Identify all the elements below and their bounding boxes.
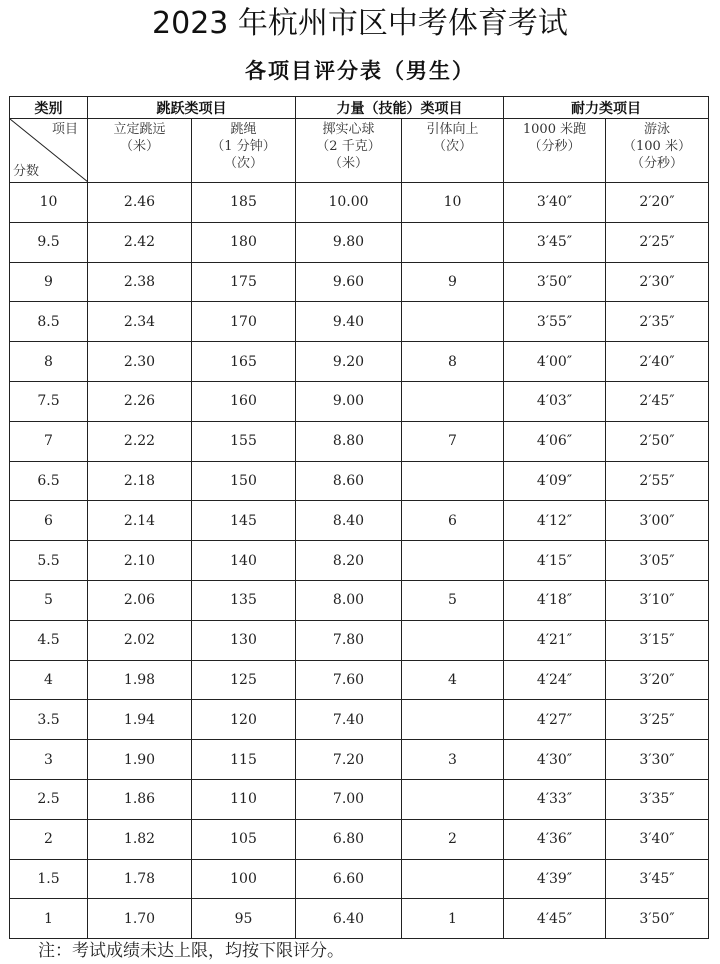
- col-sub: （100 米）: [623, 139, 691, 154]
- table-row: [10, 660, 709, 700]
- cell-rope-skipping: 165: [192, 342, 296, 382]
- cell-run-1000m: 4′12″: [504, 501, 606, 541]
- cell-pull-up: [402, 541, 504, 581]
- cell-score: 2.5: [10, 779, 88, 819]
- col-sub: （1 分钟）: [211, 139, 276, 154]
- cell-pull-up: 6: [402, 501, 504, 541]
- group-header-endurance: 耐力类项目: [504, 97, 709, 119]
- cell-pull-up: [402, 222, 504, 262]
- diag-label-item: 项目: [51, 122, 78, 137]
- table-row: [10, 541, 709, 581]
- cell-shot-ball: 9.20: [296, 342, 402, 382]
- cell-standing-jump: 2.30: [88, 342, 192, 382]
- group-header-strength: 力量（技能）类项目: [296, 97, 504, 119]
- cell-run-1000m: 4′00″: [504, 342, 606, 382]
- table-row: [10, 381, 709, 421]
- col-header-standing-jump: [88, 119, 192, 183]
- cell-rope-skipping: 150: [192, 461, 296, 501]
- col-header-swimming: [606, 119, 709, 183]
- cell-pull-up: 1: [402, 899, 504, 939]
- cell-score: 3: [10, 740, 88, 780]
- cell-pull-up: 5: [402, 580, 504, 620]
- group-header-jump: 跳跃类项目: [88, 97, 296, 119]
- cell-pull-up: 7: [402, 421, 504, 461]
- cell-swim-100m: 3′50″: [606, 899, 709, 939]
- cell-pull-up: [402, 859, 504, 899]
- cell-standing-jump: 2.42: [88, 222, 192, 262]
- cell-swim-100m: 2′45″: [606, 381, 709, 421]
- cell-swim-100m: 3′25″: [606, 700, 709, 740]
- cell-swim-100m: 3′15″: [606, 620, 709, 660]
- cell-shot-ball: 7.80: [296, 620, 402, 660]
- col-unit: （次）: [432, 139, 472, 154]
- cell-swim-100m: 2′25″: [606, 222, 709, 262]
- page-title: 2023 年杭州市区中考体育考试: [152, 6, 568, 41]
- cell-run-1000m: 4′30″: [504, 740, 606, 780]
- cell-run-1000m: 4′21″: [504, 620, 606, 660]
- cell-swim-100m: 3′00″: [606, 501, 709, 541]
- cell-pull-up: 9: [402, 262, 504, 302]
- cell-shot-ball: 6.40: [296, 899, 402, 939]
- table-row: [10, 461, 709, 501]
- cell-standing-jump: 2.18: [88, 461, 192, 501]
- cell-score: 5: [10, 580, 88, 620]
- score-rows: [10, 183, 709, 939]
- cell-run-1000m: 3′55″: [504, 302, 606, 342]
- cell-score: 10: [10, 183, 88, 223]
- cell-shot-ball: 9.60: [296, 262, 402, 302]
- cell-swim-100m: 3′30″: [606, 740, 709, 780]
- cell-score: 5.5: [10, 541, 88, 581]
- cell-pull-up: [402, 381, 504, 421]
- cell-run-1000m: 4′15″: [504, 541, 606, 581]
- footnote: 注：考试成绩未达上限，均按下限评分。: [38, 941, 344, 961]
- cell-run-1000m: 4′33″: [504, 779, 606, 819]
- cell-score: 8.5: [10, 302, 88, 342]
- cell-score: 4: [10, 660, 88, 700]
- cell-rope-skipping: 160: [192, 381, 296, 421]
- diag-label-score: 分数: [13, 164, 40, 179]
- cell-swim-100m: 2′40″: [606, 342, 709, 382]
- cell-shot-ball: 7.00: [296, 779, 402, 819]
- cell-standing-jump: 1.82: [88, 819, 192, 859]
- cell-score: 7: [10, 421, 88, 461]
- cell-rope-skipping: 130: [192, 620, 296, 660]
- cell-rope-skipping: 120: [192, 700, 296, 740]
- cell-shot-ball: 7.60: [296, 660, 402, 700]
- table-row: [10, 740, 709, 780]
- cell-score: 8: [10, 342, 88, 382]
- cell-swim-100m: 2′55″: [606, 461, 709, 501]
- cell-run-1000m: 4′45″: [504, 899, 606, 939]
- cell-shot-ball: 8.80: [296, 421, 402, 461]
- cell-standing-jump: 1.94: [88, 700, 192, 740]
- cell-swim-100m: 2′35″: [606, 302, 709, 342]
- cell-run-1000m: 3′40″: [504, 183, 606, 223]
- col-header-shot-ball: [296, 119, 402, 183]
- cell-pull-up: 8: [402, 342, 504, 382]
- table-row: [10, 342, 709, 382]
- cell-run-1000m: 4′03″: [504, 381, 606, 421]
- cell-standing-jump: 2.02: [88, 620, 192, 660]
- cell-shot-ball: 8.00: [296, 580, 402, 620]
- cell-run-1000m: 4′18″: [504, 580, 606, 620]
- cell-swim-100m: 3′40″: [606, 819, 709, 859]
- cell-shot-ball: 7.40: [296, 700, 402, 740]
- cell-score: 9.5: [10, 222, 88, 262]
- cell-standing-jump: 1.90: [88, 740, 192, 780]
- cell-pull-up: 3: [402, 740, 504, 780]
- col-name: 跳绳: [230, 122, 257, 137]
- cell-run-1000m: 4′36″: [504, 819, 606, 859]
- cell-rope-skipping: 140: [192, 541, 296, 581]
- col-unit: （米）: [119, 139, 159, 154]
- cell-standing-jump: 2.38: [88, 262, 192, 302]
- col-header-pull-up: [402, 119, 504, 183]
- cell-score: 7.5: [10, 381, 88, 421]
- cell-pull-up: 10: [402, 183, 504, 223]
- cell-shot-ball: 9.40: [296, 302, 402, 342]
- cell-swim-100m: 3′35″: [606, 779, 709, 819]
- cell-pull-up: [402, 302, 504, 342]
- table-row: [10, 302, 709, 342]
- cell-rope-skipping: 155: [192, 421, 296, 461]
- cell-rope-skipping: 180: [192, 222, 296, 262]
- cell-run-1000m: 4′24″: [504, 660, 606, 700]
- group-header-row: [10, 97, 709, 119]
- col-name: 游泳: [643, 122, 670, 137]
- cell-shot-ball: 6.60: [296, 859, 402, 899]
- cell-standing-jump: 2.10: [88, 541, 192, 581]
- cell-standing-jump: 2.46: [88, 183, 192, 223]
- col-unit: （米）: [328, 156, 368, 171]
- cell-standing-jump: 2.14: [88, 501, 192, 541]
- cell-rope-skipping: 100: [192, 859, 296, 899]
- cell-swim-100m: 3′10″: [606, 580, 709, 620]
- table-row: [10, 580, 709, 620]
- cell-standing-jump: 1.70: [88, 899, 192, 939]
- cell-rope-skipping: 115: [192, 740, 296, 780]
- table-row: [10, 421, 709, 461]
- col-unit: （分秒）: [630, 156, 683, 171]
- cell-score: 9: [10, 262, 88, 302]
- cell-rope-skipping: 105: [192, 819, 296, 859]
- cell-pull-up: [402, 700, 504, 740]
- cell-shot-ball: 10.00: [296, 183, 402, 223]
- cell-shot-ball: 8.20: [296, 541, 402, 581]
- col-sub: （2 千克）: [316, 139, 381, 154]
- diagonal-header-cell: [10, 119, 88, 183]
- cell-shot-ball: 8.40: [296, 501, 402, 541]
- cell-shot-ball: 9.80: [296, 222, 402, 262]
- table-row: [10, 183, 709, 223]
- cell-rope-skipping: 135: [192, 580, 296, 620]
- col-header-rope-skipping: [192, 119, 296, 183]
- col-name: 引体向上: [426, 122, 479, 137]
- cell-score: 1.5: [10, 859, 88, 899]
- table-row: [10, 819, 709, 859]
- table-row: [10, 262, 709, 302]
- cell-score: 6: [10, 501, 88, 541]
- cell-run-1000m: 3′50″: [504, 262, 606, 302]
- cell-rope-skipping: 125: [192, 660, 296, 700]
- cell-rope-skipping: 95: [192, 899, 296, 939]
- col-header-1000m-run: [504, 119, 606, 183]
- cell-pull-up: 2: [402, 819, 504, 859]
- cell-score: 6.5: [10, 461, 88, 501]
- table-row: [10, 779, 709, 819]
- table-row: [10, 899, 709, 939]
- cell-score: 1: [10, 899, 88, 939]
- cell-rope-skipping: 175: [192, 262, 296, 302]
- cell-standing-jump: 1.86: [88, 779, 192, 819]
- table-row: [10, 700, 709, 740]
- cell-rope-skipping: 170: [192, 302, 296, 342]
- cell-rope-skipping: 110: [192, 779, 296, 819]
- cell-rope-skipping: 185: [192, 183, 296, 223]
- cell-standing-jump: 2.26: [88, 381, 192, 421]
- cell-pull-up: [402, 779, 504, 819]
- category-header: 类别: [10, 97, 88, 119]
- table-row: [10, 501, 709, 541]
- cell-standing-jump: 1.78: [88, 859, 192, 899]
- cell-swim-100m: 2′20″: [606, 183, 709, 223]
- cell-standing-jump: 2.06: [88, 580, 192, 620]
- col-name: 立定跳远: [113, 122, 166, 137]
- cell-pull-up: [402, 461, 504, 501]
- cell-run-1000m: 4′09″: [504, 461, 606, 501]
- cell-score: 2: [10, 819, 88, 859]
- cell-swim-100m: 2′30″: [606, 262, 709, 302]
- cell-shot-ball: 9.00: [296, 381, 402, 421]
- cell-run-1000m: 3′45″: [504, 222, 606, 262]
- cell-swim-100m: 2′50″: [606, 421, 709, 461]
- cell-run-1000m: 4′39″: [504, 859, 606, 899]
- table-row: [10, 222, 709, 262]
- table-subtitle: 各项目评分表（男生）: [245, 58, 475, 83]
- cell-shot-ball: 8.60: [296, 461, 402, 501]
- cell-run-1000m: 4′06″: [504, 421, 606, 461]
- cell-swim-100m: 3′05″: [606, 541, 709, 581]
- cell-standing-jump: 1.98: [88, 660, 192, 700]
- cell-swim-100m: 3′20″: [606, 660, 709, 700]
- score-table: [9, 96, 709, 939]
- col-unit: （次）: [223, 156, 263, 171]
- cell-standing-jump: 2.34: [88, 302, 192, 342]
- cell-pull-up: [402, 620, 504, 660]
- table-row: [10, 620, 709, 660]
- cell-score: 3.5: [10, 700, 88, 740]
- cell-shot-ball: 6.80: [296, 819, 402, 859]
- cell-score: 4.5: [10, 620, 88, 660]
- column-header-row: [10, 119, 709, 183]
- table-row: [10, 859, 709, 899]
- cell-rope-skipping: 145: [192, 501, 296, 541]
- cell-run-1000m: 4′27″: [504, 700, 606, 740]
- cell-standing-jump: 2.22: [88, 421, 192, 461]
- col-name: 掷实心球: [322, 122, 375, 137]
- cell-swim-100m: 3′45″: [606, 859, 709, 899]
- col-name: 1000 米跑: [522, 122, 587, 137]
- cell-pull-up: 4: [402, 660, 504, 700]
- cell-shot-ball: 7.20: [296, 740, 402, 780]
- col-unit: （分秒）: [528, 139, 581, 154]
